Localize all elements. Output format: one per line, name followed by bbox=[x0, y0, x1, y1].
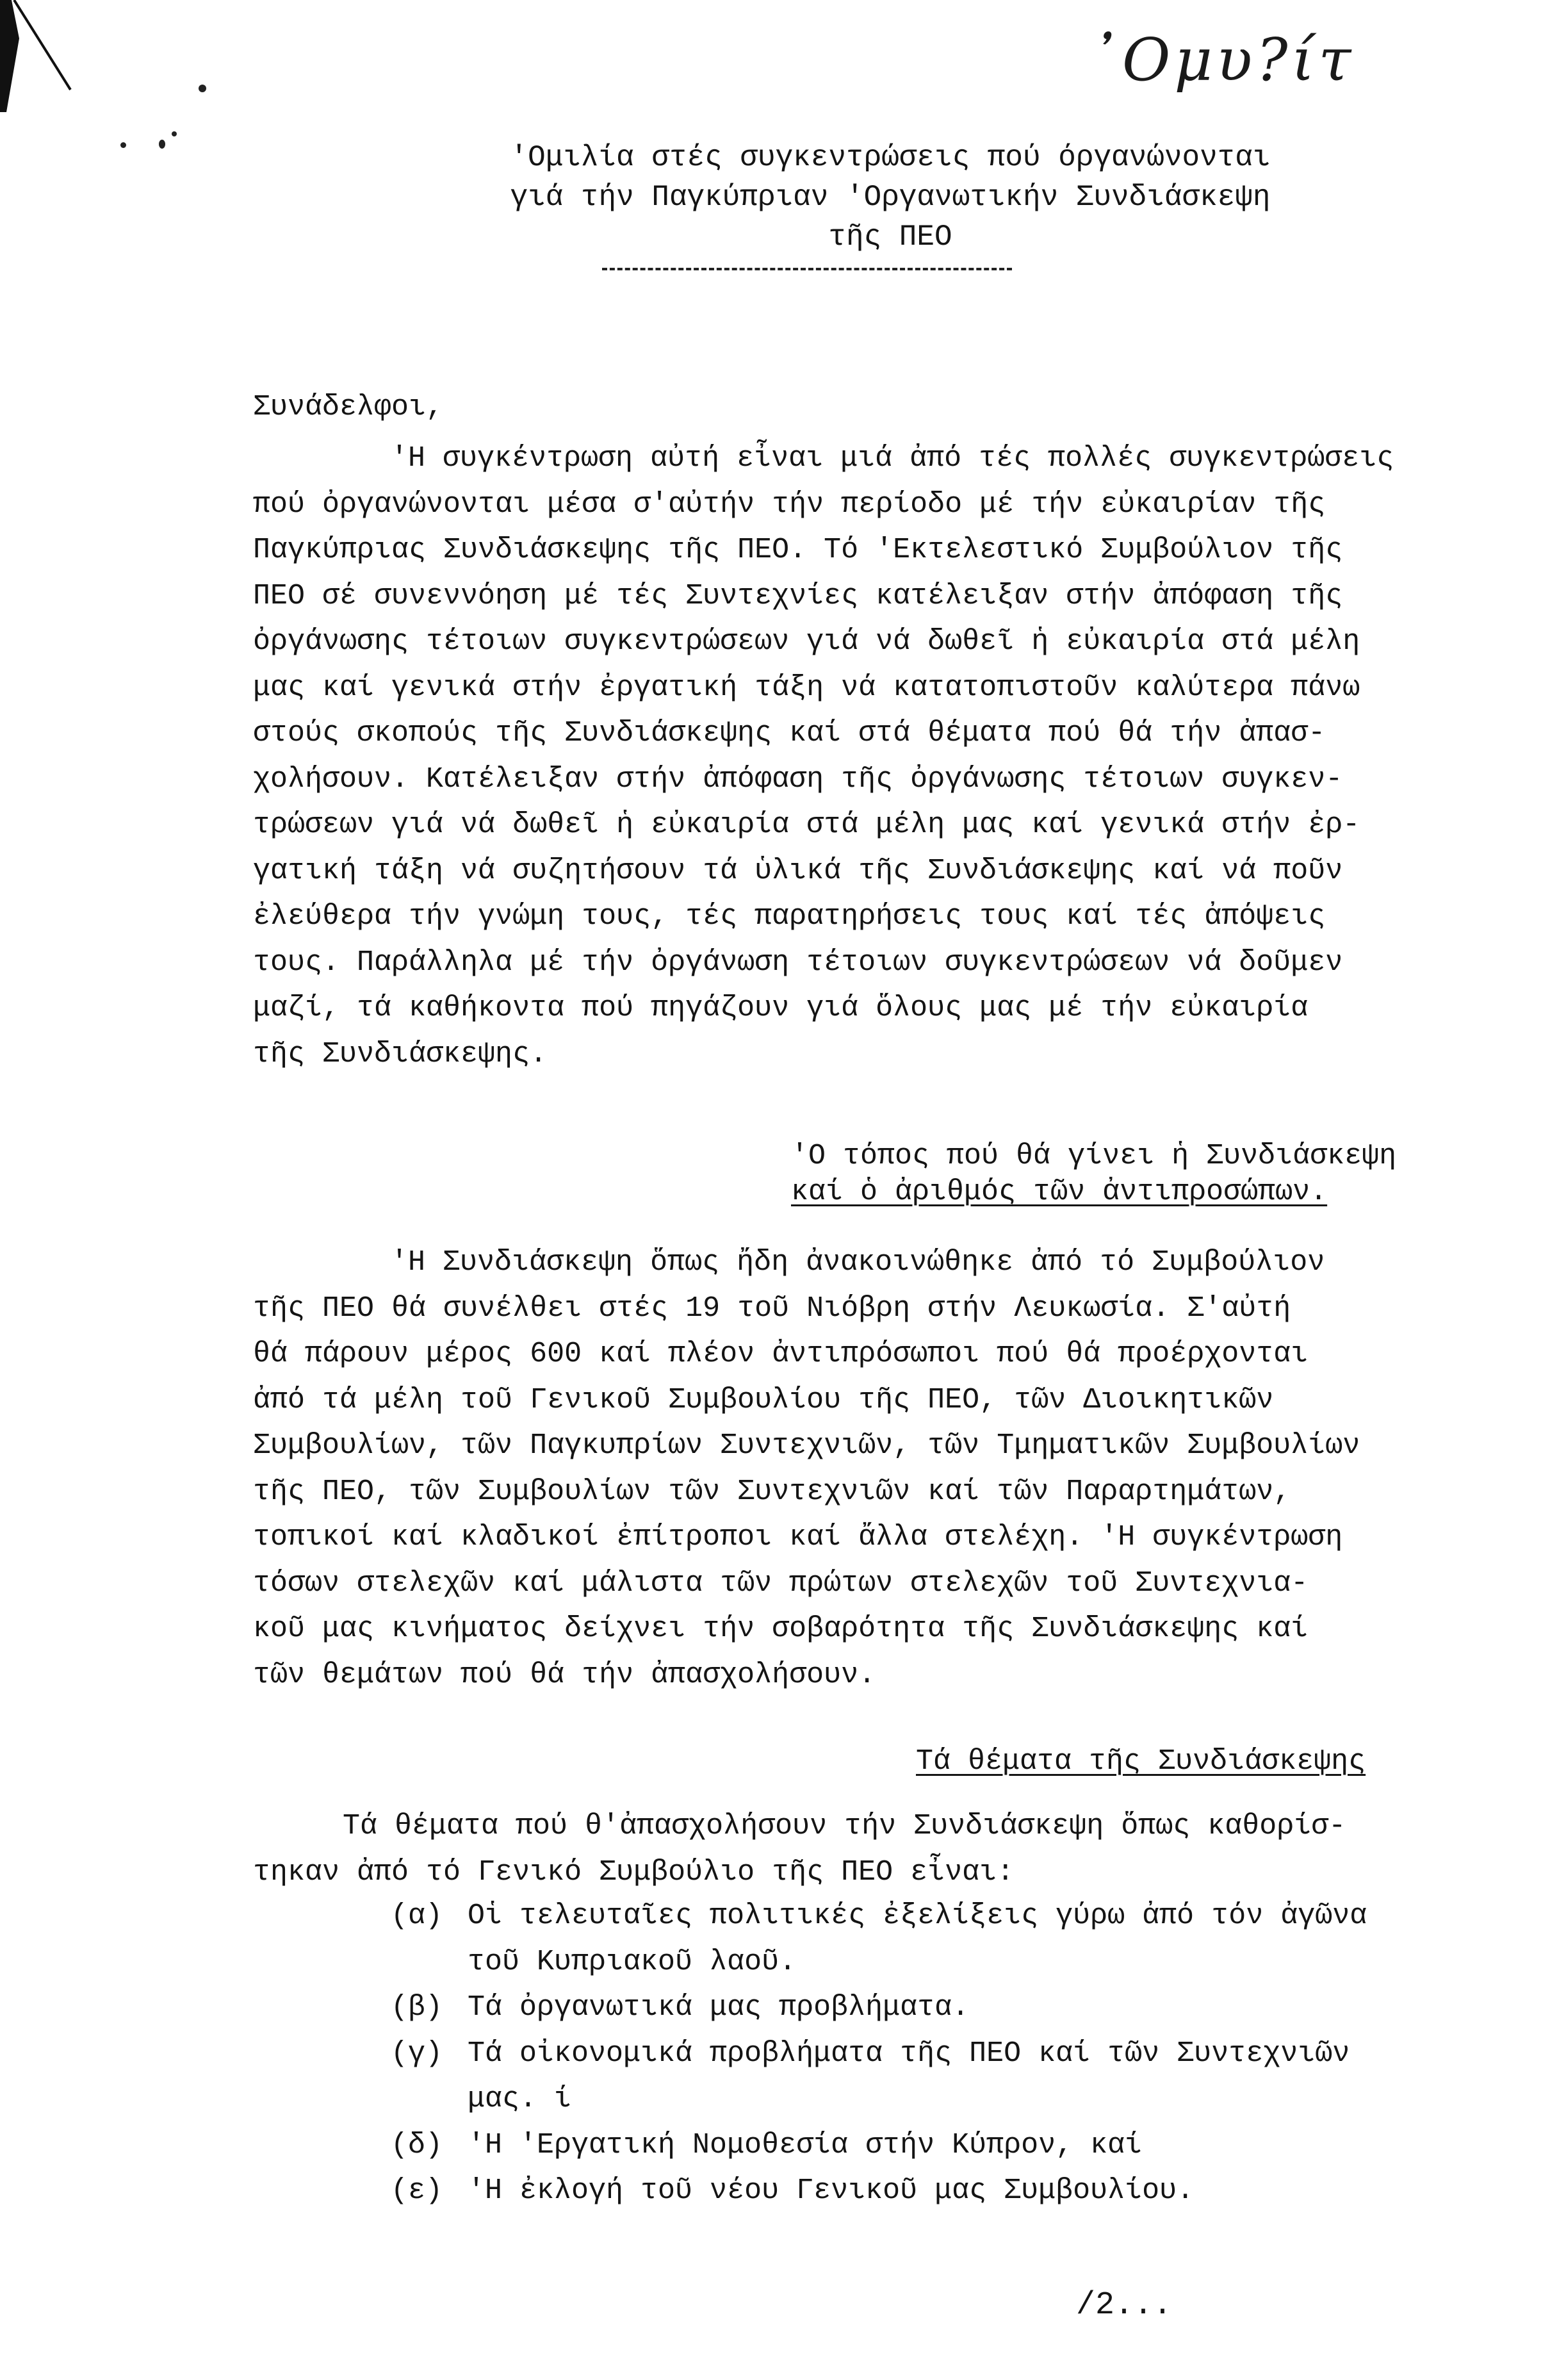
text-line: Συμβουλίων, τῶν Παγκυπρίων Συντεχνιῶν, τῶν Τμηματικῶν Συμβουλίων bbox=[253, 1429, 1360, 1462]
scan-speck bbox=[159, 140, 165, 149]
corner-scan-mark bbox=[0, 0, 90, 115]
salutation: Συνάδελφοι, bbox=[253, 391, 444, 423]
text-line: πού ὀργανώνονται μέσα σ'αὐτήν τήν περίοδο μέ τήν εὐκαιρίαν τῆς bbox=[253, 488, 1326, 521]
heading-line: τῆς ΠΕΟ bbox=[828, 220, 952, 254]
scan-speck bbox=[120, 142, 126, 148]
list-item bbox=[391, 1893, 1531, 1985]
text-line: τῆς Συνδιάσκεψης. bbox=[253, 1037, 548, 1071]
paragraph-venue bbox=[253, 1240, 1502, 1698]
text-line: τους. Παράλληλα μέ τήν ὀργάνωση τέτοιων συγκεντρώσεων νά δοῦμεν bbox=[253, 946, 1343, 979]
text-line: θά πάρουν μέρος 600 καί πλέον ἀντιπρόσωποι πού θά προέρχονται bbox=[253, 1338, 1309, 1370]
text-line: 'Η συγκέντρωση αὐτή εἶναι μιά ἀπό τές πολλές συγκεντρώσεις bbox=[391, 442, 1394, 475]
list-item-text: Τά ὀργανωτικά μας προβλήματα. bbox=[468, 1991, 970, 2024]
handwritten-annotation: ᾿Ομυ?ίτ bbox=[1089, 26, 1355, 94]
list-item-text: 'Η 'Εργατική Νομοθεσία στήν Κύπρον, καί bbox=[468, 2128, 1143, 2162]
text-line: στούς σκοπούς τῆς Συνδιάσκεψης καί στά θέματα πού θά τήν ἀπασ- bbox=[253, 717, 1326, 750]
text-line: κοῦ μας κινήματος δείχνει τήν σοβαρότητα τῆς Συνδιάσκεψης καί bbox=[253, 1613, 1309, 1645]
text-line: ὀργάνωσης τέτοιων συγκεντρώσεων γιά νά δωθεῖ ἡ εὐκαιρία στά μέλη bbox=[253, 625, 1360, 658]
text-line: μας καί γενικά στήν ἐργατική τάξη νά κατατοπιστοῦν καλύτερα πάνω bbox=[253, 671, 1360, 704]
topics-list bbox=[391, 1893, 1531, 2214]
text-line: 'Η Συνδιάσκεψη ὅπως ἤδη ἀνακοινώθηκε ἀπό τό Συμβούλιον bbox=[391, 1246, 1325, 1279]
text-line: τῆς ΠΕΟ θά συνέλθει στές 19 τοῦ Νιόβρη στήν Λευκωσία. Σ'αὐτή bbox=[253, 1292, 1291, 1325]
text-line: μαζί, τά καθήκοντα πού πηγάζουν γιά ὅλους μας μέ τήν εὐκαιρία bbox=[253, 992, 1309, 1024]
list-item bbox=[391, 1985, 1531, 2031]
subheading-venue bbox=[791, 1138, 1396, 1210]
text-line: ΠΕΟ σέ συνεννόηση μέ τές Συντεχνίες κατέλειξαν στήν ἀπόφαση τῆς bbox=[253, 579, 1343, 612]
paragraph-intro bbox=[253, 436, 1502, 1077]
list-item bbox=[391, 2031, 1531, 2122]
subheading-line: καί ὁ ἀριθμός τῶν ἀντιπροσώπων. bbox=[791, 1176, 1328, 1208]
text-line: τηκαν ἀπό τό Γενικό Συμβούλιο τῆς ΠΕΟ εἶναι: bbox=[253, 1855, 1015, 1889]
list-item bbox=[391, 2168, 1531, 2214]
text-line: Τά θέματα πού θ'ἀπασχολήσουν τήν Συνδιάσκεψη ὅπως καθορίσ- bbox=[343, 1810, 1346, 1842]
text-line: χολήσουν. Κατέλειξαν στήν ἀπόφαση τῆς ὀργάνωσης τέτοιων συγκεν- bbox=[253, 762, 1343, 796]
subheading-topics: Τά θέματα τῆς Συνδιάσκεψης bbox=[916, 1745, 1366, 1778]
heading-line: 'Ομιλία στές συγκεντρώσεις πού όργανώνονται bbox=[510, 141, 1271, 174]
text-line: τόσων στελεχῶν καί μάλιστα τῶν πρώτων στελεχῶν τοῦ Συντεχνια- bbox=[253, 1566, 1309, 1600]
list-marker: (β) bbox=[391, 1991, 443, 2024]
scan-speck bbox=[199, 85, 206, 92]
scan-speck bbox=[172, 131, 177, 136]
list-marker: (ε) bbox=[391, 2174, 443, 2207]
list-item-text: Οἱ τελευταῖες πολιτικές ἐξελίξεις γύρω ἀπό τόν ἀγῶνα bbox=[468, 1900, 1367, 1932]
list-marker: (α) bbox=[391, 1900, 443, 1932]
text-line: τῆς ΠΕΟ, τῶν Συμβουλίων τῶν Συντεχνιῶν καί τῶν Παραρτημάτων, bbox=[253, 1475, 1291, 1508]
text-line: ἐλεύθερα τήν γνώμη τους, τές παρατηρήσεις τους καί τές ἀπόψεις bbox=[253, 900, 1326, 933]
page-number: /2... bbox=[1076, 2287, 1173, 2324]
list-item-text: τοῦ Κυπριακοῦ λαοῦ. bbox=[468, 1945, 797, 1978]
document-heading bbox=[410, 138, 1371, 257]
list-marker: (δ) bbox=[391, 2128, 443, 2162]
text-line: Παγκύπριας Συνδιάσκεψης τῆς ΠΕΟ. Τό 'Εκτελεστικό Συμβούλιον τῆς bbox=[253, 534, 1343, 566]
text-line: τοπικοί καί κλαδικοί ἐπίτροποι καί ἄλλα στελέχη. 'Η συγκέντρωση bbox=[253, 1521, 1343, 1554]
subheading-line: 'Ο τόπος πού θά γίνει ἡ Συνδιάσκεψη bbox=[791, 1140, 1397, 1172]
list-item-text: μας. ί bbox=[468, 2083, 572, 2115]
list-marker: (γ) bbox=[391, 2037, 443, 2070]
text-line: ἀπό τά μέλη τοῦ Γενικοῦ Συμβουλίου τῆς ΠΕΟ, τῶν Διοικητικῶν bbox=[253, 1383, 1274, 1416]
list-item-text: 'Η ἐκλογή τοῦ νέου Γενικοῦ μας Συμβουλίου. bbox=[468, 2174, 1195, 2207]
list-item-text: Τά οἰκονομικά προβλήματα τῆς ΠΕΟ καί τῶν Συντεχνιῶν bbox=[468, 2037, 1350, 2070]
list-item bbox=[391, 2122, 1531, 2169]
text-line: τῶν θεμάτων πού θά τήν ἀπασχολήσουν. bbox=[253, 1658, 876, 1691]
heading-line: γιά τήν Παγκύπριαν 'Οργανωτικήν Συνδιάσκεψη bbox=[510, 181, 1271, 214]
heading-rule bbox=[602, 268, 1012, 270]
paragraph-topics bbox=[253, 1803, 1502, 1895]
text-line: τρώσεων γιά νά δωθεῖ ἡ εὐκαιρία στά μέλη μας καί γενικά στήν ἐρ- bbox=[253, 808, 1360, 841]
text-line: γατική τάξη νά συζητήσουν τά ὑλικά τῆς Συνδιάσκεψης καί νά ποῦν bbox=[253, 854, 1343, 887]
